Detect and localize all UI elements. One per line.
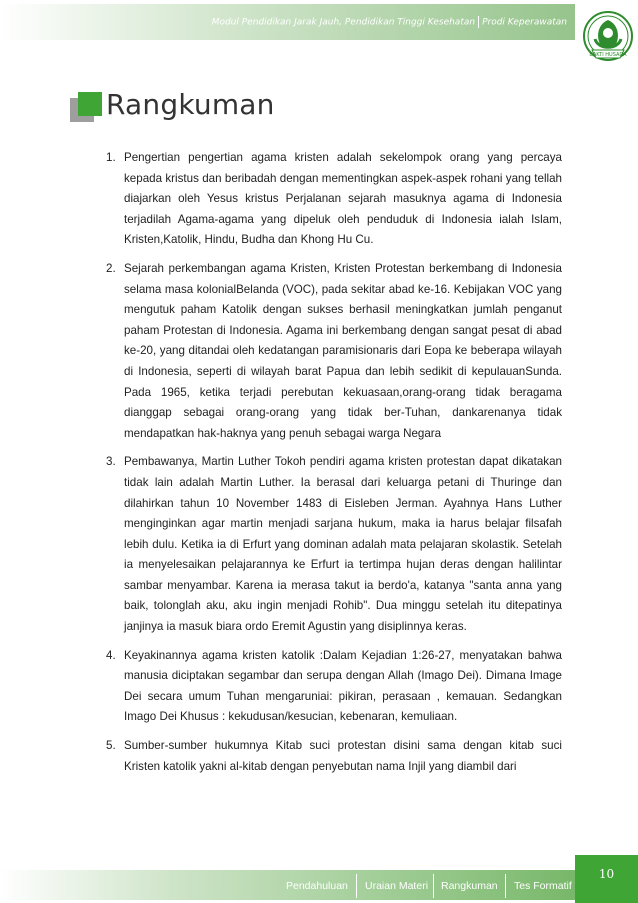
nav-link-uraian-materi[interactable]: Uraian Materi (365, 880, 429, 892)
item-number: 5. (106, 739, 116, 753)
nav-divider (505, 874, 506, 898)
page-number-box (575, 855, 638, 903)
list-item (106, 259, 562, 444)
section-title: Rangkuman (106, 88, 275, 121)
program-name: Prodi Keperawatan (482, 17, 567, 28)
module-title: Modul Pendidikan Jarak Jauh, Pendidikan Tinggi Kesehatan (211, 17, 476, 28)
header-divider (478, 16, 479, 28)
summary-list (106, 148, 562, 785)
item-text: Sumber-sumber hukumnya Kitab suci protestan disini sama dengan kitab suci Kristen katolik yakni al-kitab dengan penyebutan nama Injil yang diambil dari (124, 739, 562, 773)
item-number: 4. (106, 648, 116, 662)
nav-divider (433, 874, 434, 898)
item-text: Pengertian pengertian agama kristen adalah sekelompok orang yang percaya kepada kristus dan beribadah dengan mementingkan aspek-aspek rohani yang tellah diajarkan oleh Yesus kristus Perjalanan sejarah masuknya agama di Indonesia terjadilah Agama-agama yang dipeluk oleh penduduk di Indonesia ialah Islam, Kristen,Katolik, Hindu, Budha dan Khong Hu Cu. (124, 151, 562, 247)
item-number: 1. (106, 151, 116, 164)
heading-green-square (78, 92, 102, 116)
nav-divider (356, 874, 357, 898)
nav-link-rangkuman[interactable]: Rangkuman (441, 880, 498, 892)
header-text (212, 16, 567, 28)
item-text: Keyakinannya agama kristen katolik :Dalam Kejadian 1:26-27, menyatakan bahwa manusia diciptakan segambar dan serupa dengan Allah (Imago Dei). Dimana Image Dei secara umum Tuhan mengaruniai: pikiran, perasaan , kemauan. Sedangkan Imago Dei Khusus : kekudusan/kesucian, kebenaran, kemuliaan. (124, 648, 562, 724)
page-number: 10 (598, 867, 615, 881)
item-number: 3. (106, 455, 116, 469)
logo-text: BAKTI HUSADA (589, 52, 627, 58)
item-number: 2. (106, 261, 116, 275)
item-text: Sejarah perkembangan agama Kristen, Kristen Protestan berkembang di Indonesia selama masa kolonialBelanda (VOC), pada sekitar abad ke-16. Kebijakan VOC yang mengutuk paham Katolik dengan sukses berhasil meningkatkan jumlah penganut paham Protestan di Indonesia. Agama ini berkembang dengan sangat pesat di abad ke-20, yang ditandai oleh kedatangan paramisionaris dari Eopa ke beberapa wilayah di Indonesia, seperti di wilayah barat Papua dan lebih sedikit di kepulauanSunda. Pada 1965, ketika terjadi perebutan kekuasaan,orang-orang tidak beragama dianggap sebagai orang-orang yang tidak ber-Tuhan, dankarenanya tidak mendapatkan hak-haknya yang penuh sebagai warga Negara (124, 261, 562, 440)
list-item (106, 736, 562, 777)
list-item (106, 452, 562, 637)
item-text: Pembawanya, Martin Luther Tokoh pendiri agama kristen protestan dapat dikatakan tidak lain adalah Martin Luther. Ia berasal dari keluarga petani di Thuringe dan dilahirkan tahun 10 November 1483 di Eisleben Jerman. Ayahnya Hans Luther menginginkan agar martin menjadi sarjana hukum, maka ia harus belajar filsafah lebih dulu. Ketika ia di Erfurt yang dominan adalah mata pelajaran skolastik. Setelah ia menyelesaikan pelajarannya ke Erfurt ia tertimpa hujan deras dengan halilintar sambar menyambar. Karena ia merasa takut ia berdo'a, katanya "santa anna yang baik, tolonglah aku, aku ingin menjadi Rohib". Dua minggu setelah itu ditepatinya janjinya ia masuk biara ordo Eremit Agustin yang disiplinnya keras. (124, 455, 562, 634)
header-bar (0, 4, 575, 40)
list-item (106, 646, 562, 728)
nav-link-tes-formatif[interactable]: Tes Formatif (514, 880, 572, 892)
kemenkes-logo (578, 6, 636, 68)
nav-link-pendahuluan[interactable]: Pendahuluan (286, 880, 348, 892)
list-item (106, 148, 562, 251)
